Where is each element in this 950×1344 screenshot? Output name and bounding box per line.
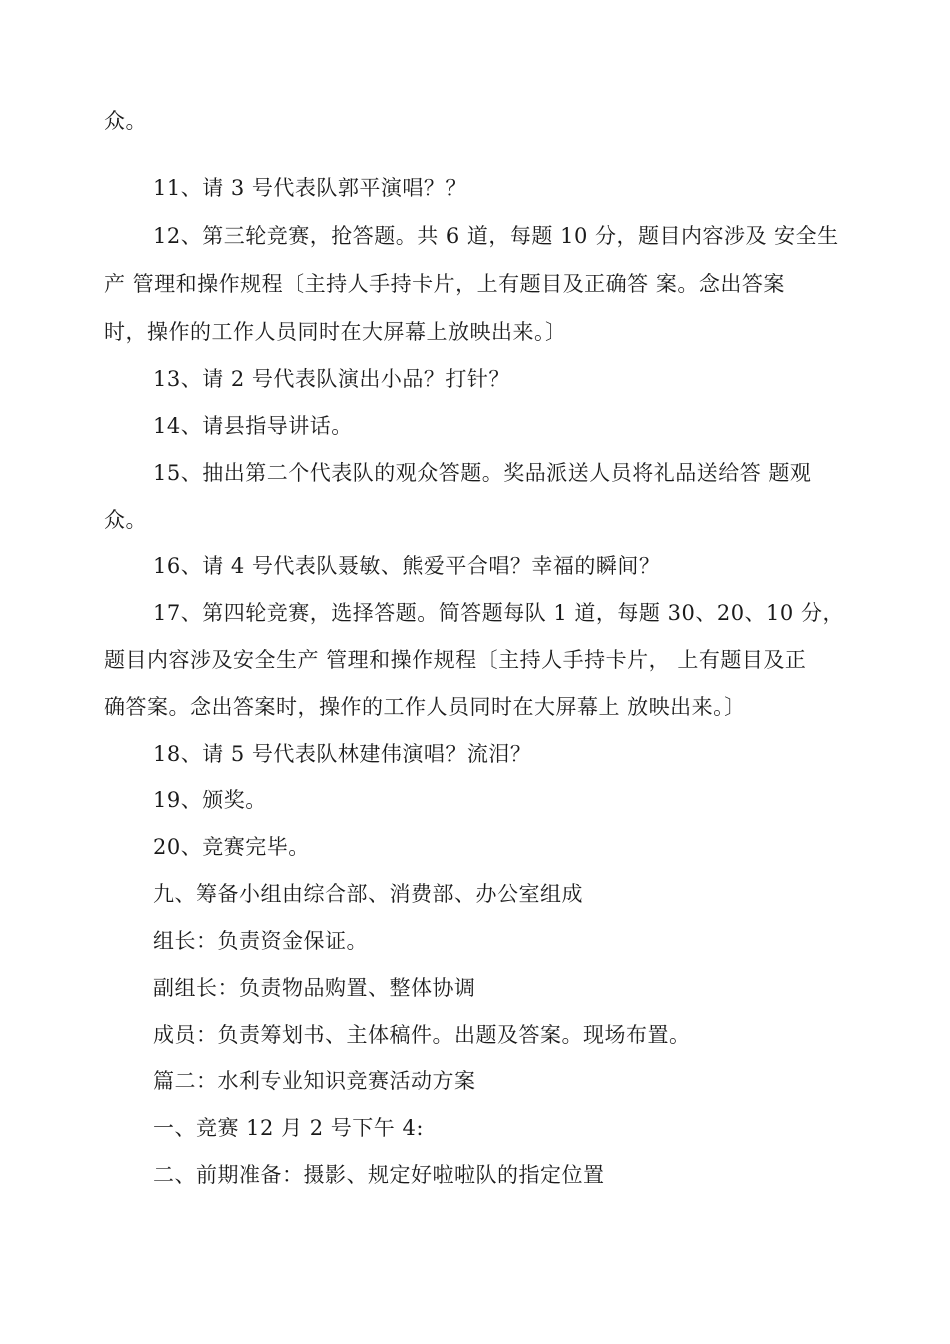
text-line: 确答案。念出答案时，操作的工作人员同时在大屏幕上 放映出来。〕 xyxy=(104,695,746,719)
text-line: 14、请县指导讲话。 xyxy=(153,414,353,438)
text-line: 17、第四轮竞赛，选择答题。简答题每队 1 道，每题 30、20、10 分， xyxy=(153,601,844,625)
text-line: 13、请 2 号代表队演出小品？打针？ xyxy=(153,367,510,391)
text-line: 20、竞赛完毕。 xyxy=(153,835,310,859)
text-line: 11、请 3 号代表队郭平演唱？？ xyxy=(153,176,467,200)
text-line: 题目内容涉及安全生产 管理和操作规程〔主持人手持卡片， 上有题目及正 xyxy=(104,648,807,672)
text-line: 众。 xyxy=(104,508,147,532)
text-line: 16、请 4 号代表队聂敏、熊爱平合唱？幸福的瞬间？ xyxy=(153,554,661,578)
text-line: 一、竞赛 12 月 2 号下午 4: xyxy=(153,1116,424,1140)
section-heading: 篇二：水利专业知识竞赛活动方案 xyxy=(153,1069,476,1093)
text-line: 19、颁奖。 xyxy=(153,788,267,812)
text-line: 成员：负责筹划书、主体稿件。出题及答案。现场布置。 xyxy=(153,1023,691,1047)
text-line: 产 管理和操作规程〔主持人手持卡片，上有题目及正确答 案。念出答案 xyxy=(104,272,785,296)
text-line: 18、请 5 号代表队林建伟演唱？流泪？ xyxy=(153,742,532,766)
text-line: 副组长：负责物品购置、整体协调 xyxy=(153,976,476,1000)
text-line: 时，操作的工作人员同时在大屏幕上放映出来。〕 xyxy=(104,320,567,344)
text-line: 12、第三轮竞赛，抢答题。共 6 道，每题 10 分，题目内容涉及 安全生 xyxy=(153,224,839,248)
text-line: 15、抽出第二个代表队的观众答题。奖品派送人员将礼品送给答 题观 xyxy=(153,461,812,485)
text-line: 众。 xyxy=(104,109,147,133)
text-line: 组长：负责资金保证。 xyxy=(153,929,368,953)
text-line: 二、前期准备：摄影、规定好啦啦队的指定位置 xyxy=(153,1163,605,1187)
text-line: 九、筹备小组由综合部、消费部、办公室组成 xyxy=(153,882,583,906)
